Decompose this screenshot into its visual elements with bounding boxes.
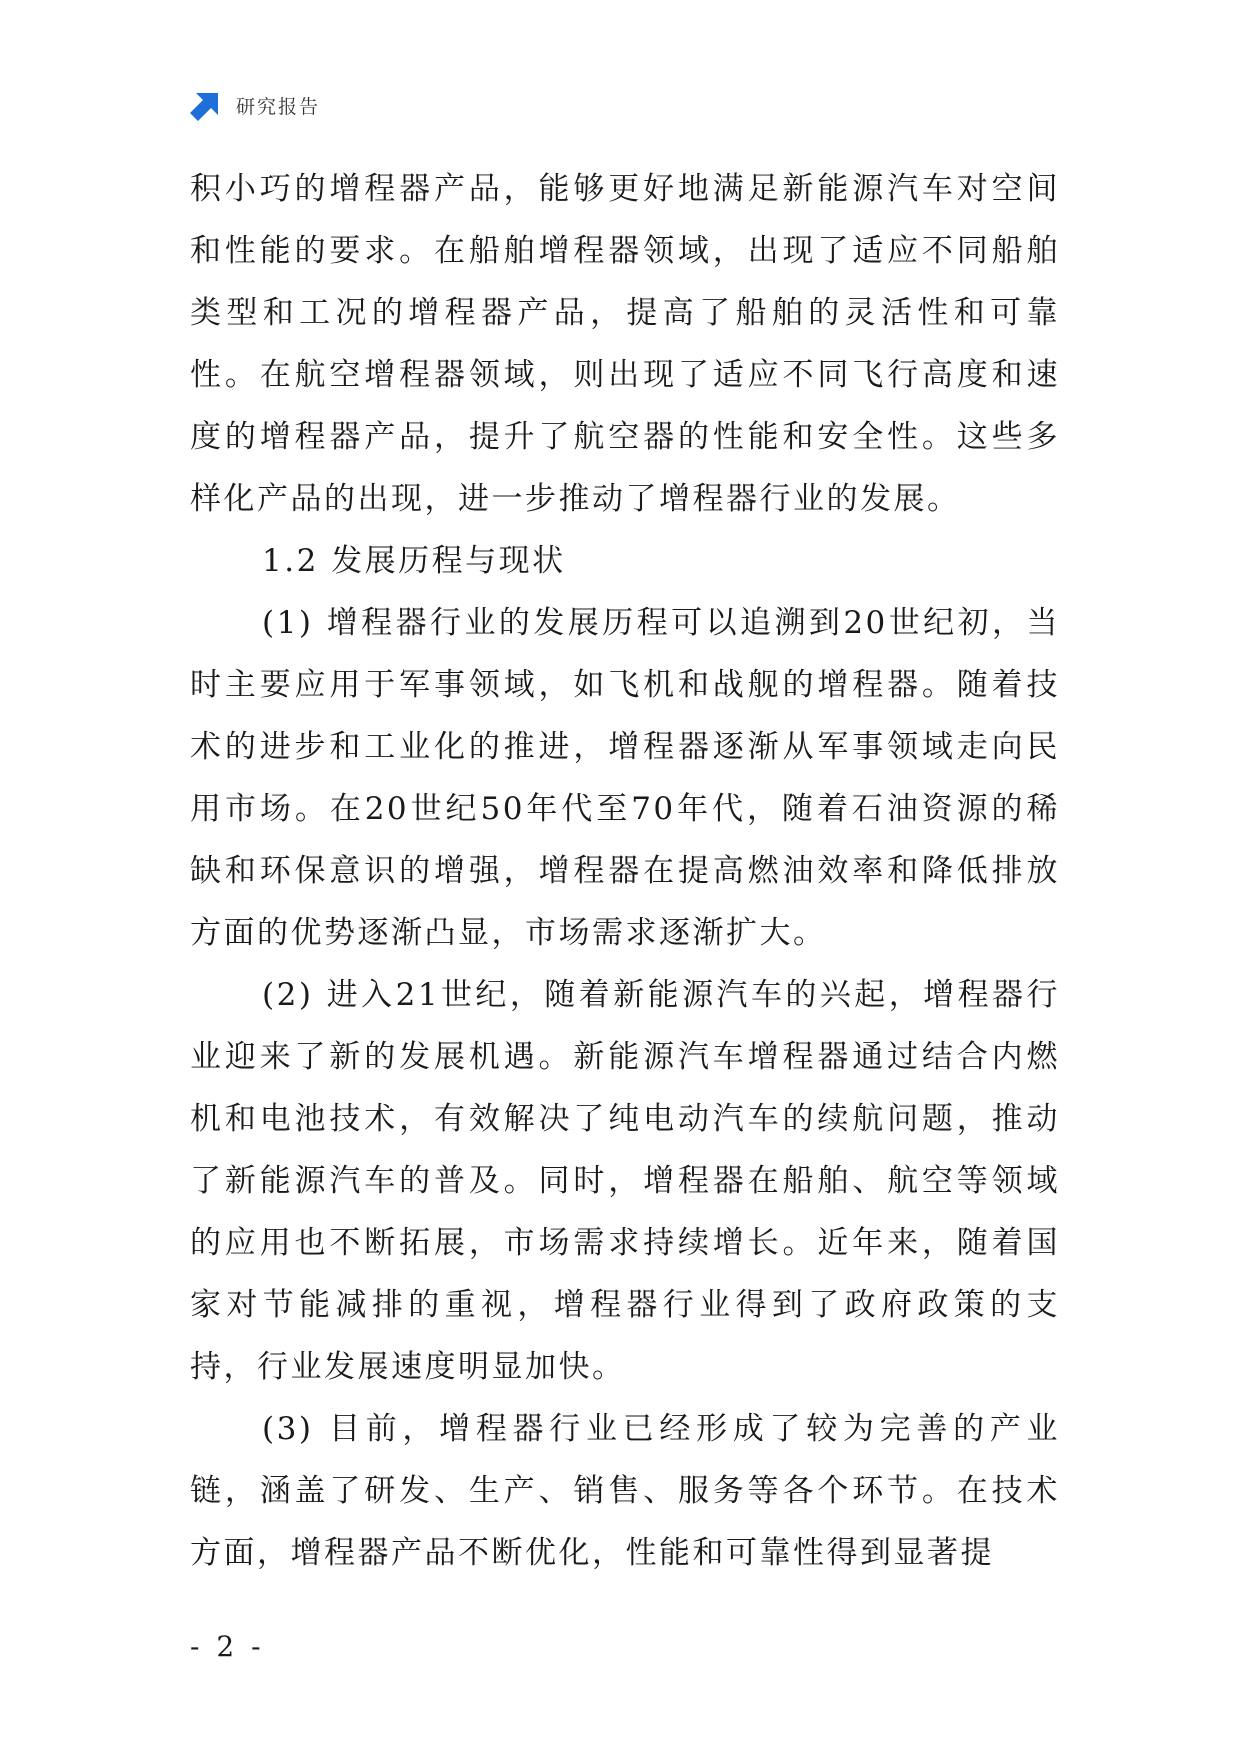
arrow-up-right-icon xyxy=(190,89,222,121)
paragraph-3: (3) 目前，增程器行业已经形成了较为完善的产业链，涵盖了研发、生产、销售、服务等各个环节。在技术方面，增程器产品不断优化，性能和可靠性得到显著提 xyxy=(190,1411,1060,1571)
section-heading: 1.2 发展历程与现状 xyxy=(262,543,566,579)
report-header xyxy=(190,88,320,122)
document-body xyxy=(190,158,1060,1584)
header-title: 研究报告 xyxy=(236,95,321,118)
paragraph-2: (2) 进入21世纪，随着新能源汽车的兴起，增程器行业迎来了新的发展机遇。新能源汽车增程器通过结合内燃机和电池技术，有效解决了纯电动汽车的续航问题，推动了新能源汽车的普及。同时，增程器在船舶、航空等领域的应用也不断拓展，市场需求持续增长。近年来，随着国家对节能减排的重视，增程器行业得到了政府政策的支持，行业发展速度明显加快。 xyxy=(190,977,1060,1385)
page-number: - 2 - xyxy=(190,1630,265,1663)
paragraph-continued: 积小巧的增程器产品，能够更好地满足新能源汽车对空间和性能的要求。在船舶增程器领域，出现了适应不同船舶类型和工况的增程器产品，提高了船舶的灵活性和可靠性。在航空增程器领域，则出现了适应不同飞行高度和速度的增程器产品，提升了航空器的性能和安全性。这些多样化产品的出现，进一步推动了增程器行业的发展。 xyxy=(190,171,1060,517)
paragraph-1: (1) 增程器行业的发展历程可以追溯到20世纪初，当时主要应用于军事领域，如飞机和战舰的增程器。随着技术的进步和工业化的推进，增程器逐渐从军事领域走向民用市场。在20世纪50年代至70年代，随着石油资源的稀缺和环保意识的增强，增程器在提高燃油效率和降低排放方面的优势逐渐凸显，市场需求逐渐扩大。 xyxy=(190,605,1060,951)
